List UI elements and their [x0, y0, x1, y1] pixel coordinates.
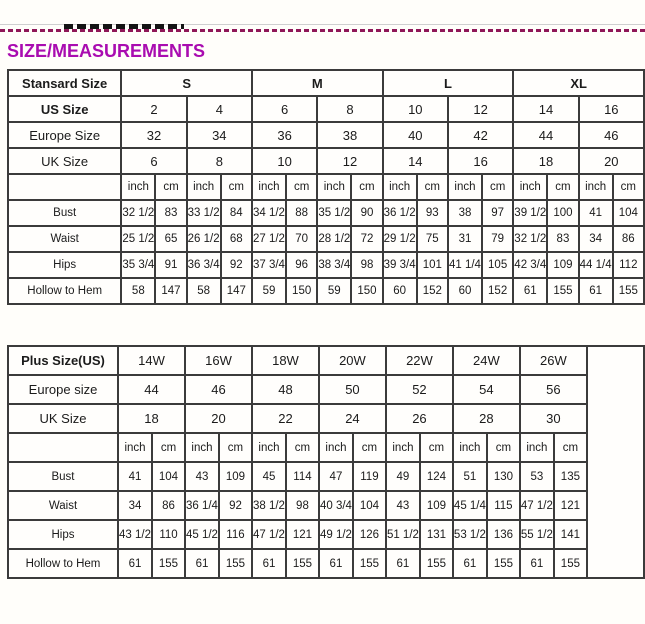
standard-size-table-value-cell: 8 — [187, 148, 252, 174]
standard-size-table-row-label: Hollow to Hem — [8, 278, 121, 304]
standard-size-table-value-cell: inch — [579, 174, 613, 200]
plus-size-table-value-cell: inch — [319, 433, 353, 462]
standard-size-table-value-cell: 147 — [221, 278, 252, 304]
standard-size-table-value-cell: 8 — [317, 96, 382, 122]
standard-size-table-value-cell: 147 — [155, 278, 186, 304]
standard-size-table-value-cell: 72 — [351, 226, 382, 252]
standard-size-table-row-label: Europe Size — [8, 122, 121, 148]
plus-size-table-value-cell: 61 — [453, 549, 487, 578]
standard-size-table-value-cell: cm — [286, 174, 317, 200]
standard-size-table-value-cell: cm — [155, 174, 186, 200]
plus-size-table-row-label: Hollow to Hem — [8, 549, 118, 578]
standard-size-table-row-label: Waist — [8, 226, 121, 252]
plus-size-table-value-cell: 155 — [487, 549, 520, 578]
standard-size-table-value-cell: 42 — [448, 122, 513, 148]
plus-size-table-value-cell: 16W — [185, 346, 252, 375]
plus-size-table-value-cell: 155 — [219, 549, 252, 578]
standard-size-table-value-cell: 40 — [383, 122, 448, 148]
plus-size-table-value-cell: 52 — [386, 375, 453, 404]
plus-size-table-value-cell: 55 1/2 — [520, 520, 554, 549]
plus-size-table-value-cell: 45 1/4 — [453, 491, 487, 520]
plus-size-table-value-cell: 124 — [420, 462, 453, 491]
standard-size-table-value-cell: 91 — [155, 252, 186, 278]
standard-size-table-value-cell: 96 — [286, 252, 317, 278]
standard-size-table-value-cell: 88 — [286, 200, 317, 226]
standard-size-table-value-cell: 16 — [579, 96, 644, 122]
standard-size-table-row — [8, 70, 644, 96]
standard-size-table-value-cell: L — [383, 70, 514, 96]
plus-size-table-value-cell: 155 — [152, 549, 185, 578]
standard-size-table-value-cell: cm — [417, 174, 448, 200]
standard-size-table-value-cell: S — [121, 70, 252, 96]
plus-size-table-row — [8, 404, 644, 433]
cropped-text-fragment — [64, 24, 184, 29]
plus-size-table-row-label: Waist — [8, 491, 118, 520]
standard-size-table-value-cell: 150 — [286, 278, 317, 304]
plus-size-table-value-cell: 34 — [118, 491, 152, 520]
standard-size-table-value-cell: 4 — [187, 96, 252, 122]
standard-size-table-row-label: Bust — [8, 200, 121, 226]
plus-size-table-value-cell: 26 — [386, 404, 453, 433]
plus-size-table-value-cell: inch — [185, 433, 219, 462]
standard-size-table-value-cell: 61 — [513, 278, 547, 304]
plus-size-table-value-cell: 47 1/2 — [252, 520, 286, 549]
standard-size-table-value-cell: 60 — [383, 278, 417, 304]
plus-size-table-value-cell: 121 — [554, 491, 587, 520]
standard-size-table-value-cell: 109 — [547, 252, 578, 278]
standard-size-table-row — [8, 252, 644, 278]
plus-size-table-value-cell: 61 — [319, 549, 353, 578]
plus-size-table-value-cell: 14W — [118, 346, 185, 375]
standard-size-table-value-cell: 10 — [252, 148, 317, 174]
plus-size-table-value-cell: 114 — [286, 462, 319, 491]
standard-size-table-value-cell: 44 — [513, 122, 578, 148]
standard-size-table-row — [8, 226, 644, 252]
standard-size-table-value-cell: 10 — [383, 96, 448, 122]
plus-size-table-value-cell: 155 — [286, 549, 319, 578]
plus-size-table-value-cell: 24W — [453, 346, 520, 375]
standard-size-table-value-cell: cm — [613, 174, 644, 200]
plus-size-table-value-cell: 135 — [554, 462, 587, 491]
standard-size-table-value-cell: 38 — [448, 200, 482, 226]
plus-size-table-value-cell: 61 — [520, 549, 554, 578]
standard-size-table-value-cell: inch — [383, 174, 417, 200]
plus-size-table-value-cell: 18 — [118, 404, 185, 433]
plus-size-table-value-cell: 44 — [118, 375, 185, 404]
plus-size-table-value-cell: 24 — [319, 404, 386, 433]
standard-size-table-value-cell: 20 — [579, 148, 644, 174]
plus-size-table-value-cell: 43 — [185, 462, 219, 491]
standard-size-table-value-cell: inch — [121, 174, 155, 200]
plus-size-table-value-cell: 53 1/2 — [453, 520, 487, 549]
plus-size-table-value-cell: 28 — [453, 404, 520, 433]
plus-size-table-value-cell: 86 — [152, 491, 185, 520]
plus-size-table-value-cell: 61 — [118, 549, 152, 578]
standard-size-table-value-cell: 44 1/4 — [579, 252, 613, 278]
standard-size-table-value-cell: 42 3/4 — [513, 252, 547, 278]
standard-size-table-value-cell: 26 1/2 — [187, 226, 221, 252]
plus-size-table-value-cell: 119 — [353, 462, 386, 491]
standard-size-table-value-cell: cm — [221, 174, 252, 200]
standard-size-table-value-cell: 16 — [448, 148, 513, 174]
plus-size-table-row — [8, 462, 644, 491]
standard-size-table-value-cell: 58 — [187, 278, 221, 304]
plus-size-table-value-cell: 115 — [487, 491, 520, 520]
standard-size-table-value-cell: 152 — [417, 278, 448, 304]
plus-size-table-value-cell: 43 — [386, 491, 420, 520]
plus-size-table-value-cell: 116 — [219, 520, 252, 549]
plus-size-table-value-cell — [587, 346, 644, 578]
standard-size-table-value-cell: 150 — [351, 278, 382, 304]
plus-size-table-value-cell: 49 — [386, 462, 420, 491]
standard-size-table-row-label: Hips — [8, 252, 121, 278]
plus-size-table-value-cell: cm — [420, 433, 453, 462]
standard-size-table-value-cell: 155 — [613, 278, 644, 304]
plus-size-table-value-cell: inch — [520, 433, 554, 462]
plus-size-table-value-cell: 47 1/2 — [520, 491, 554, 520]
standard-size-table-value-cell: 46 — [579, 122, 644, 148]
plus-size-table-row-label: UK Size — [8, 404, 118, 433]
plus-size-table-value-cell: 155 — [353, 549, 386, 578]
plus-size-table-value-cell: 36 1/4 — [185, 491, 219, 520]
standard-size-table-value-cell: 65 — [155, 226, 186, 252]
plus-size-table-value-cell: 53 — [520, 462, 554, 491]
standard-size-table-value-cell: 84 — [221, 200, 252, 226]
standard-size-table-value-cell: 41 — [579, 200, 613, 226]
standard-size-table-value-cell: inch — [513, 174, 547, 200]
standard-size-table-value-cell: 34 — [187, 122, 252, 148]
standard-size-table-value-cell: 12 — [317, 148, 382, 174]
standard-size-table-value-cell: 155 — [547, 278, 578, 304]
plus-size-table-value-cell: cm — [554, 433, 587, 462]
standard-size-table-value-cell: 38 — [317, 122, 382, 148]
plus-size-table-value-cell: inch — [453, 433, 487, 462]
standard-size-table-value-cell: inch — [187, 174, 221, 200]
standard-size-table-value-cell: 93 — [417, 200, 448, 226]
standard-size-table-value-cell: 31 — [448, 226, 482, 252]
plus-size-table — [7, 345, 645, 579]
standard-size-table-value-cell: 79 — [482, 226, 513, 252]
plus-size-table-value-cell: 155 — [420, 549, 453, 578]
plus-size-table-value-cell: 155 — [554, 549, 587, 578]
plus-size-table-value-cell: 92 — [219, 491, 252, 520]
plus-size-table-row-label: Hips — [8, 520, 118, 549]
standard-size-table-value-cell: M — [252, 70, 383, 96]
plus-size-table-value-cell: cm — [152, 433, 185, 462]
standard-size-table-value-cell: 28 1/2 — [317, 226, 351, 252]
plus-size-table-value-cell: 61 — [386, 549, 420, 578]
plus-size-table-value-cell: cm — [487, 433, 520, 462]
plus-size-table-value-cell: 54 — [453, 375, 520, 404]
standard-size-table-value-cell: 33 1/2 — [187, 200, 221, 226]
standard-size-table-value-cell: 6 — [252, 96, 317, 122]
plus-size-table-row — [8, 433, 644, 462]
standard-size-table-value-cell: 29 1/2 — [383, 226, 417, 252]
plus-size-table-value-cell: 109 — [420, 491, 453, 520]
standard-size-table-value-cell: 27 1/2 — [252, 226, 286, 252]
standard-size-table-value-cell: 97 — [482, 200, 513, 226]
plus-size-table-row-label — [8, 433, 118, 462]
plus-size-table-value-cell: 51 — [453, 462, 487, 491]
plus-size-table-value-cell: cm — [353, 433, 386, 462]
plus-size-table-value-cell: 46 — [185, 375, 252, 404]
plus-size-table-row-label: Plus Size(US) — [8, 346, 118, 375]
standard-size-table-value-cell: XL — [513, 70, 644, 96]
dashed-divider — [0, 29, 645, 32]
standard-size-table-value-cell: 90 — [351, 200, 382, 226]
plus-size-table-row — [8, 346, 644, 375]
plus-size-table-value-cell: 104 — [353, 491, 386, 520]
standard-size-table-value-cell: 39 1/2 — [513, 200, 547, 226]
standard-size-table-value-cell: 60 — [448, 278, 482, 304]
standard-size-table-value-cell: 6 — [121, 148, 186, 174]
plus-size-table-row — [8, 375, 644, 404]
plus-size-table-row — [8, 520, 644, 549]
plus-size-table-value-cell: inch — [386, 433, 420, 462]
standard-size-table-row — [8, 96, 644, 122]
plus-size-table-value-cell: 141 — [554, 520, 587, 549]
plus-size-table-value-cell: 26W — [520, 346, 587, 375]
standard-size-table-value-cell: 68 — [221, 226, 252, 252]
plus-size-table-value-cell: cm — [219, 433, 252, 462]
plus-size-table-value-cell: 47 — [319, 462, 353, 491]
standard-size-table-row-label: Stansard Size — [8, 70, 121, 96]
plus-size-table-row-label: Europe size — [8, 375, 118, 404]
standard-size-table-value-cell: 39 3/4 — [383, 252, 417, 278]
standard-size-table-value-cell: cm — [351, 174, 382, 200]
plus-size-table-value-cell: inch — [118, 433, 152, 462]
standard-size-table-value-cell: cm — [547, 174, 578, 200]
page-title: SIZE/MEASUREMENTS — [7, 41, 206, 61]
plus-size-table-value-cell: 48 — [252, 375, 319, 404]
plus-size-table-value-cell: 45 — [252, 462, 286, 491]
plus-size-table-value-cell: 22W — [386, 346, 453, 375]
standard-size-table — [7, 69, 645, 305]
standard-size-table-value-cell: 38 3/4 — [317, 252, 351, 278]
standard-size-table-value-cell: 98 — [351, 252, 382, 278]
standard-size-table-value-cell: inch — [317, 174, 351, 200]
plus-size-table-value-cell: inch — [252, 433, 286, 462]
plus-size-table-row-label: Bust — [8, 462, 118, 491]
standard-size-table-value-cell: 32 — [121, 122, 186, 148]
standard-size-table-value-cell: 32 1/2 — [513, 226, 547, 252]
standard-size-table-value-cell: 101 — [417, 252, 448, 278]
standard-size-table-row — [8, 148, 644, 174]
plus-size-table-value-cell: 40 3/4 — [319, 491, 353, 520]
plus-size-table-value-cell: 18W — [252, 346, 319, 375]
standard-size-table-value-cell: 152 — [482, 278, 513, 304]
standard-size-table-value-cell: 105 — [482, 252, 513, 278]
standard-size-table-value-cell: 34 — [579, 226, 613, 252]
plus-size-table-value-cell: 61 — [185, 549, 219, 578]
standard-size-table-row — [8, 200, 644, 226]
standard-size-table-value-cell: 14 — [383, 148, 448, 174]
standard-size-table-value-cell: 36 — [252, 122, 317, 148]
standard-size-table-value-cell: 2 — [121, 96, 186, 122]
plus-size-table-value-cell: 56 — [520, 375, 587, 404]
plus-size-table-value-cell: 20W — [319, 346, 386, 375]
standard-size-table-value-cell: 61 — [579, 278, 613, 304]
standard-size-table-value-cell: 35 1/2 — [317, 200, 351, 226]
plus-size-table-value-cell: 20 — [185, 404, 252, 433]
standard-size-table-value-cell: 83 — [547, 226, 578, 252]
standard-size-table-value-cell: 34 1/2 — [252, 200, 286, 226]
plus-size-table-value-cell: 51 1/2 — [386, 520, 420, 549]
standard-size-table-value-cell: 35 3/4 — [121, 252, 155, 278]
standard-size-table-value-cell: 12 — [448, 96, 513, 122]
standard-size-table-value-cell: 112 — [613, 252, 644, 278]
standard-size-table-value-cell: 36 1/2 — [383, 200, 417, 226]
plus-size-table-value-cell: 109 — [219, 462, 252, 491]
plus-size-table-value-cell: 104 — [152, 462, 185, 491]
standard-size-table-row — [8, 278, 644, 304]
plus-size-table-value-cell: cm — [286, 433, 319, 462]
standard-size-table-value-cell: 37 3/4 — [252, 252, 286, 278]
standard-size-table-row — [8, 122, 644, 148]
standard-size-table-value-cell: 92 — [221, 252, 252, 278]
plus-size-table-value-cell: 41 — [118, 462, 152, 491]
standard-size-table-value-cell: 58 — [121, 278, 155, 304]
plus-size-table-value-cell: 38 1/2 — [252, 491, 286, 520]
plus-size-table-value-cell: 136 — [487, 520, 520, 549]
standard-size-table-value-cell: 25 1/2 — [121, 226, 155, 252]
plus-size-table-value-cell: 50 — [319, 375, 386, 404]
standard-size-table-value-cell: 86 — [613, 226, 644, 252]
plus-size-table-value-cell: 45 1/2 — [185, 520, 219, 549]
standard-size-table-value-cell: 18 — [513, 148, 578, 174]
plus-size-table-value-cell: 30 — [520, 404, 587, 433]
plus-size-table-value-cell: 130 — [487, 462, 520, 491]
standard-size-table-value-cell: 100 — [547, 200, 578, 226]
standard-size-table-value-cell: 75 — [417, 226, 448, 252]
standard-size-table-row-label: US Size — [8, 96, 121, 122]
plus-size-table-value-cell: 43 1/2 — [118, 520, 152, 549]
plus-size-table-value-cell: 98 — [286, 491, 319, 520]
standard-size-table-value-cell: 70 — [286, 226, 317, 252]
standard-size-table-value-cell: 41 1/4 — [448, 252, 482, 278]
plus-size-table-value-cell: 61 — [252, 549, 286, 578]
plus-size-table-value-cell: 49 1/2 — [319, 520, 353, 549]
plus-size-table-row — [8, 549, 644, 578]
standard-size-table-value-cell: 104 — [613, 200, 644, 226]
plus-size-table-value-cell: 131 — [420, 520, 453, 549]
standard-size-table-value-cell: 36 3/4 — [187, 252, 221, 278]
standard-size-table-row-label — [8, 174, 121, 200]
standard-size-table-value-cell: cm — [482, 174, 513, 200]
standard-size-table-value-cell: inch — [448, 174, 482, 200]
plus-size-table-value-cell: 22 — [252, 404, 319, 433]
plus-size-table-value-cell: 110 — [152, 520, 185, 549]
standard-size-table-row-label: UK Size — [8, 148, 121, 174]
standard-size-table-value-cell: 83 — [155, 200, 186, 226]
standard-size-table-value-cell: 32 1/2 — [121, 200, 155, 226]
standard-size-table-value-cell: 14 — [513, 96, 578, 122]
plus-size-table-value-cell: 121 — [286, 520, 319, 549]
plus-size-table-row — [8, 491, 644, 520]
standard-size-table-value-cell: 59 — [317, 278, 351, 304]
standard-size-table-value-cell: 59 — [252, 278, 286, 304]
standard-size-table-row — [8, 174, 644, 200]
standard-size-table-value-cell: inch — [252, 174, 286, 200]
plus-size-table-value-cell: 126 — [353, 520, 386, 549]
